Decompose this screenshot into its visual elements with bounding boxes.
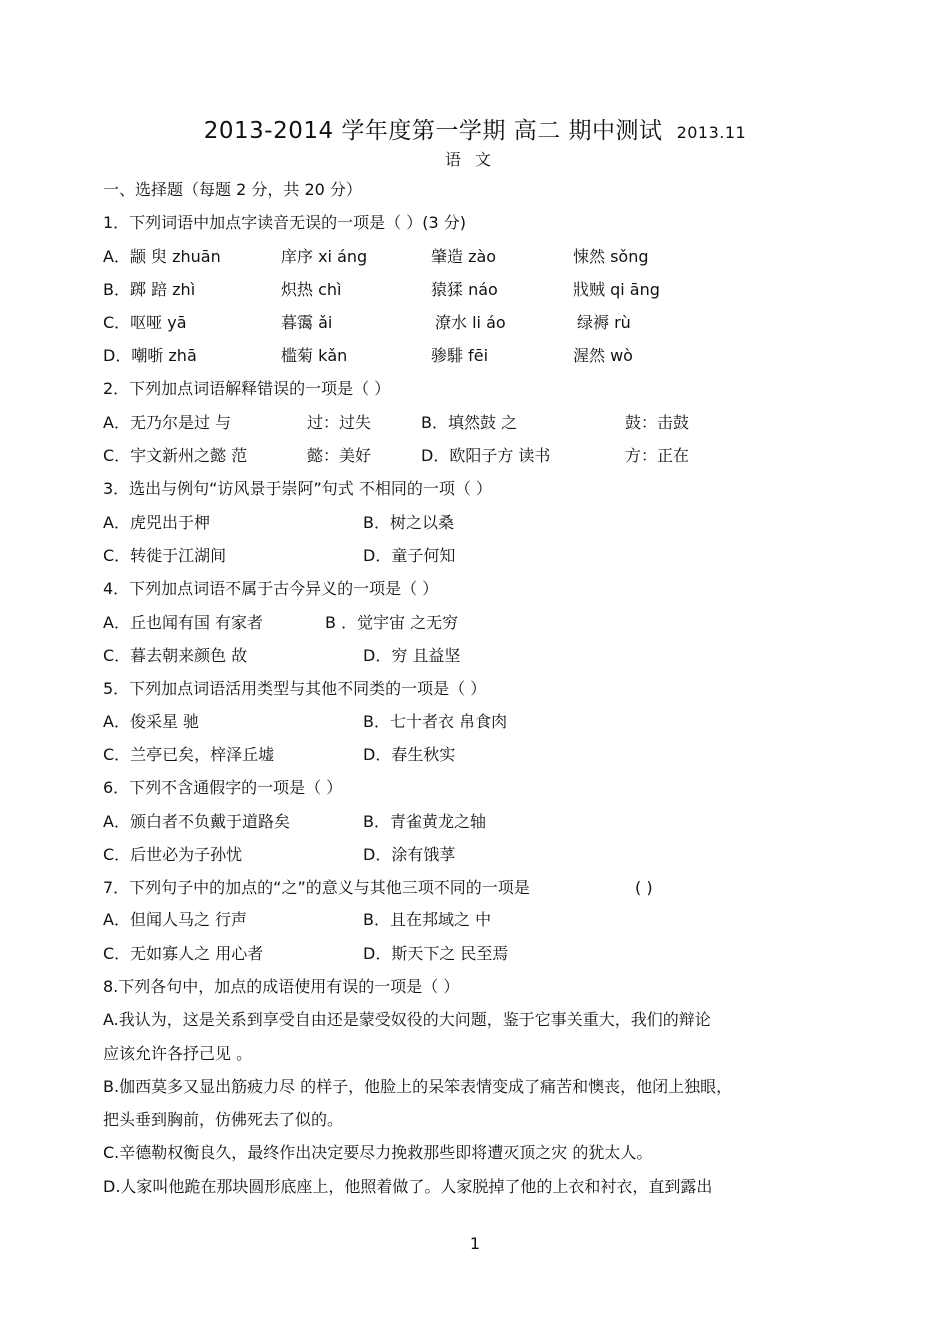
- question-8-paragraph: B.伽西莫多又显出筋疲力尽 的样子，他脸上的呆笨表情变成了痛苦和懊丧，他闭上独眼，: [103, 1077, 733, 1096]
- question-7-text: 7．下列句子中的加点的“之”的意义与其他三项不同的一项是: [103, 878, 530, 897]
- page-title: [0, 112, 950, 145]
- option: C．呕哑 yā: [103, 313, 187, 332]
- option: B．青雀黄龙之轴: [363, 812, 486, 831]
- subject-label: 语文: [444, 150, 505, 169]
- option: B．填然鼓 之: [421, 413, 518, 432]
- option: D．童子何知: [363, 546, 456, 565]
- option: D．涂有饿莩: [363, 845, 456, 864]
- option-gloss: 懿：美好: [307, 446, 372, 465]
- option: 暮霭 ǎi: [281, 313, 333, 332]
- option: 庠序 xi áng: [281, 247, 368, 266]
- option: D．斯天下之 民至焉: [363, 944, 509, 963]
- option: C．暮去朝来颜色 故: [103, 646, 248, 665]
- option: A．丘也闻有国 有家者: [103, 613, 264, 632]
- option: 肇造 zào: [431, 247, 497, 266]
- option: D．欧阳子方 读书: [421, 446, 551, 465]
- question-8-paragraph: D.人家叫他跪在那块圆形底座上，他照着做了。人家脱掉了他的上衣和衬衣，直到露出: [103, 1177, 713, 1196]
- option: B．且在邦域之 中: [363, 910, 492, 929]
- question-1-stem: 1．下列词语中加点字读音无误的一项是（ ）(3 分): [103, 213, 467, 232]
- question-8-paragraph: A.我认为，这是关系到享受自由还是蒙受奴役的大问题，鉴于它事关重大，我们的辩论: [103, 1010, 711, 1029]
- question-8-stem: 8.下列各句中，加点的成语使用有误的一项是（ ）: [103, 977, 460, 996]
- question-8-paragraph: 应该允许各抒己见 。: [103, 1044, 253, 1063]
- option: C．宇文新州之懿 范: [103, 446, 248, 465]
- option: 悚然 sǒng: [573, 247, 649, 266]
- option: A．虎兕出于柙: [103, 513, 210, 532]
- option: A．颁白者不负戴于道路矣: [103, 812, 290, 831]
- option: C．无如寡人之 用心者: [103, 944, 264, 963]
- option: C．后世必为子孙忧: [103, 845, 243, 864]
- option-gloss: 鼓：击鼓: [625, 413, 690, 432]
- option: 戕贼 qi āng: [573, 280, 660, 299]
- option: 猿猱 náo: [431, 280, 498, 299]
- option: 槛菊 kǎn: [281, 346, 348, 365]
- question-7-stem: [103, 877, 653, 899]
- option: C．转徙于江湖间: [103, 546, 227, 565]
- option-gloss: 方：正在: [625, 446, 690, 465]
- question-8-paragraph: 把头垂到胸前，仿佛死去了似的。: [103, 1110, 344, 1129]
- option-gloss: 过：过失: [307, 413, 372, 432]
- answer-paren: ( ): [635, 878, 653, 897]
- question-5-stem: 5．下列加点词语活用类型与其他不同类的一项是（ ）: [103, 679, 487, 698]
- question-4-stem: 4．下列加点词语不属于古今异义的一项是（ ）: [103, 579, 439, 598]
- option: 潦水 li áo: [435, 313, 506, 332]
- option: D．穷 且益坚: [363, 646, 461, 665]
- option: 渥然 wò: [573, 346, 633, 365]
- option: D．嘲哳 zhā: [103, 346, 197, 365]
- page-number: 1: [469, 1234, 481, 1253]
- option: 骖騑 fēi: [431, 346, 489, 365]
- question-3-stem: 3．选出与例句“访风景于崇阿”句式 不相同的一项（ ）: [103, 479, 492, 498]
- question-2-stem: 2．下列加点词语解释错误的一项是（ ）: [103, 379, 391, 398]
- option: B．七十者衣 帛食肉: [363, 712, 508, 731]
- question-8-paragraph: C.辛德勒权衡良久，最终作出决定要尽力挽救那些即将遭灭顶之灾 的犹太人。: [103, 1143, 653, 1162]
- option: C．兰亭已矣，梓泽丘墟: [103, 745, 275, 764]
- option: A．无乃尔是过 与: [103, 413, 232, 432]
- option: A．颛 臾 zhuān: [103, 247, 221, 266]
- title-date: 2013.11: [676, 123, 747, 142]
- question-6-stem: 6．下列不含通假字的一项是（ ）: [103, 778, 343, 797]
- option: B．踯 踣 zhì: [103, 280, 196, 299]
- option: A．但闻人马之 行声: [103, 910, 248, 929]
- option: A．俊采星 驰: [103, 712, 200, 731]
- title-text: 2013-2014 学年度第一学期 高二 期中测试: [203, 118, 663, 144]
- option: B ．觉宇宙 之无穷: [325, 613, 459, 632]
- option: 炽热 chì: [281, 280, 342, 299]
- option: B．树之以桑: [363, 513, 454, 532]
- section-heading: 一、选择题（每题 2 分，共 20 分）: [103, 180, 362, 199]
- option: D．春生秋实: [363, 745, 456, 764]
- option: 绿褥 rù: [577, 313, 631, 332]
